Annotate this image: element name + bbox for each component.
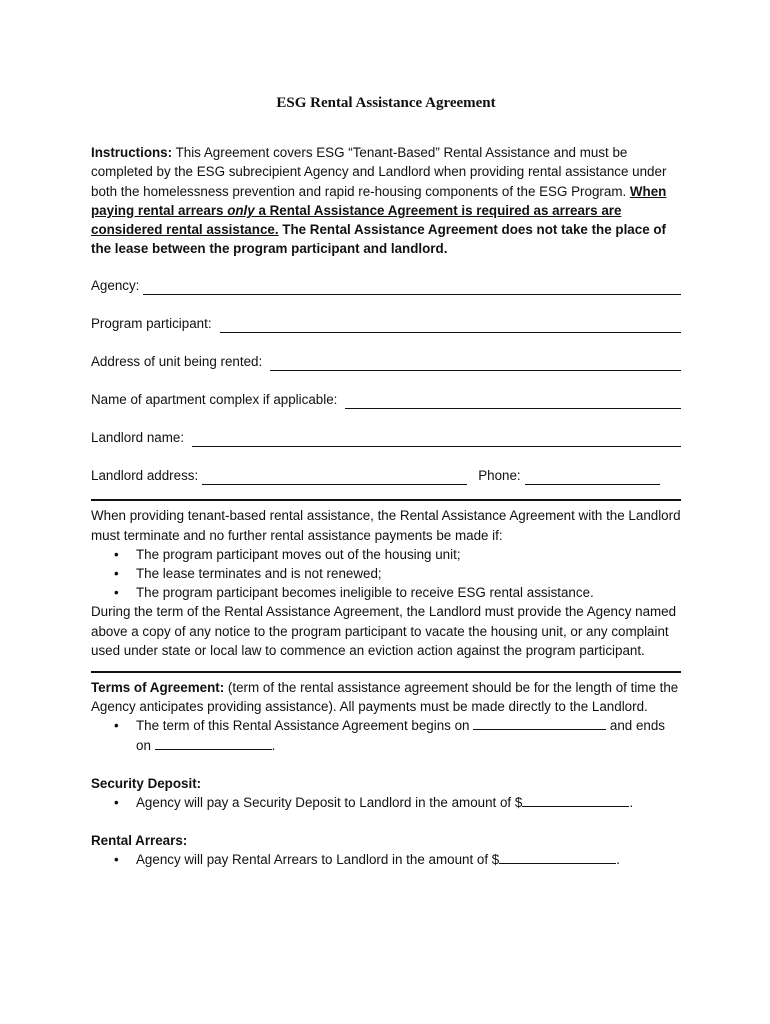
agreement-page <box>91 94 681 870</box>
form-fields <box>91 276 681 485</box>
notice-paragraph: During the term of the Rental Assistance Agreement, the Landlord must provide the Agency named above a copy of any notice to the program participant to vacate the housing unit, or any complaint used under state or local law to commence an eviction action against the program participant. <box>91 604 677 658</box>
termination-list <box>91 545 681 603</box>
instructions-paragraph <box>91 143 681 258</box>
complex-input-line[interactable] <box>345 394 681 409</box>
arrears-amount-line[interactable] <box>499 850 616 864</box>
section-divider <box>91 671 681 673</box>
instructions-text: This Agreement covers ESG “Tenant-Based” Rental Assistance and must be completed by the ESG subrecipient Agency and Landlord when providing rental assistance under both the homelessness prevention and rapid re-housing components of the ESG Program. <box>91 145 667 199</box>
bullet-icon: • <box>114 566 119 582</box>
list-item <box>91 850 681 869</box>
arrears-note-b: a Rental Assistance Agreement is required as arrears are considered rental assistance. <box>91 202 622 238</box>
phone-label: Phone: <box>478 468 521 484</box>
bullet-icon: • <box>114 546 119 562</box>
security-deposit-section <box>91 774 681 812</box>
participant-label: Program participant: <box>91 316 212 332</box>
arrears-list <box>91 850 681 869</box>
agency-label: Agency: <box>91 278 140 294</box>
rental-arrears-heading: Rental Arrears: <box>91 833 188 849</box>
term-end-date-line[interactable] <box>155 736 272 750</box>
security-list <box>91 793 681 812</box>
security-deposit-text: Agency will pay a Security Deposit to Landlord in the amount of $ <box>136 795 523 811</box>
list-item <box>91 583 681 602</box>
list-item <box>91 716 681 754</box>
participant-field <box>91 314 681 333</box>
security-period: . <box>629 795 634 811</box>
arrears-note-only: only <box>227 202 255 218</box>
lease-note: The Rental Assistance Agreement does not take the place of the lease between the program participant and landlord. <box>91 222 667 257</box>
instructions-label: Instructions: <box>91 145 173 161</box>
document-title: ESG Rental Assistance Agreement <box>276 95 496 111</box>
landlord-name-label: Landlord name: <box>91 430 185 446</box>
terms-text: (term of the rental assistance agreement should be for the length of time the Agency anticipates providing assistance). All payments must be made directly to the Landlord. <box>91 680 679 715</box>
terms-label: Terms of Agreement: <box>91 680 225 696</box>
term-begins-text: The term of this Rental Assistance Agreement begins on <box>136 718 474 734</box>
rental-arrears-section <box>91 831 681 869</box>
arrears-period: . <box>616 852 620 868</box>
address-label: Address of unit being rented: <box>91 354 263 370</box>
security-amount-line[interactable] <box>522 793 629 807</box>
complex-label: Name of apartment complex if applicable: <box>91 392 338 408</box>
bullet-icon: • <box>114 852 119 868</box>
list-item-text: The program participant becomes ineligible to receive ESG rental assistance. <box>136 585 594 601</box>
terms-paragraph <box>91 678 681 716</box>
landlord-name-input-line[interactable] <box>192 432 681 447</box>
landlord-address-label: Landlord address: <box>91 468 199 484</box>
bullet-icon: • <box>114 585 119 601</box>
list-item-text: The lease terminates and is not renewed; <box>136 566 382 582</box>
rental-arrears-text: Agency will pay Rental Arrears to Landlord in the amount of $ <box>136 852 500 868</box>
participant-input-line[interactable] <box>220 318 681 333</box>
bullet-icon: • <box>114 718 119 734</box>
phone-input-line[interactable] <box>525 470 660 485</box>
list-item-text: The program participant moves out of the housing unit; <box>136 546 461 562</box>
list-item <box>91 793 681 812</box>
address-input-line[interactable] <box>270 356 681 371</box>
term-period: . <box>271 737 276 753</box>
terms-list <box>91 716 681 754</box>
landlord-address-input-line[interactable] <box>202 470 467 485</box>
address-field <box>91 352 681 371</box>
list-item <box>91 564 681 583</box>
agency-field <box>91 276 681 295</box>
arrears-note-a: When paying rental arrears <box>91 183 667 218</box>
list-item <box>91 545 681 564</box>
bullet-icon: • <box>114 795 119 811</box>
term-begin-date-line[interactable] <box>473 716 606 730</box>
complex-field <box>91 390 681 409</box>
landlord-address-field <box>91 466 681 485</box>
term-ends-text: and ends on <box>136 718 666 753</box>
section-divider <box>91 499 681 501</box>
landlord-name-field <box>91 428 681 447</box>
termination-intro: When providing tenant-based rental assistance, the Rental Assistance Agreement with the Landlord must terminate and no further rental assistance payments be made if: <box>91 508 681 543</box>
agency-input-line[interactable] <box>143 280 681 295</box>
security-deposit-heading: Security Deposit: <box>91 775 202 791</box>
